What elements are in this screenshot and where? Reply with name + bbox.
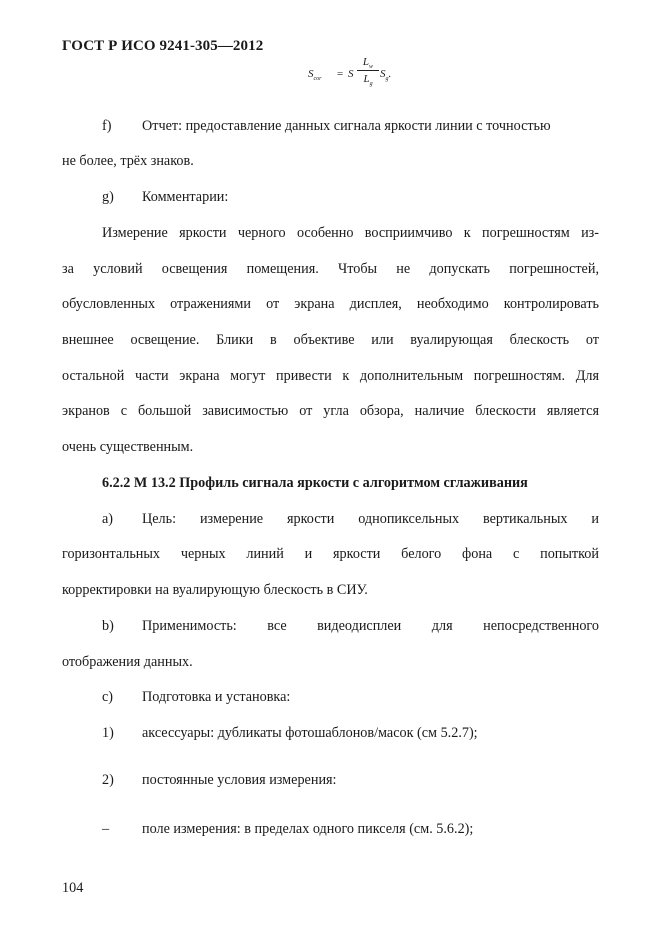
section-heading: 6.2.2 М 13.2 Профиль сигнала яркости с алгоритмом сглаживания: [102, 475, 528, 491]
paragraph-line-1: Измерение яркости черного особенно восприимчиво к погрешностям из-: [102, 225, 599, 241]
item-text-c: Подготовка и установка:: [142, 689, 291, 705]
item-text-a-line2: горизонтальных черных линий и яркости белого фона с попыткой: [62, 546, 599, 562]
item-label-a: a): [102, 511, 114, 527]
item-text-f-line2: не более, трёх знаков.: [62, 153, 194, 169]
formula-fraction: $L_w$ $L_g$: [357, 55, 379, 86]
paragraph-line-5: остальной части экрана могут привести к дополнительным погрешностям. Для: [62, 368, 599, 384]
formula-s: S: [348, 68, 354, 80]
item-text-2: постоянные условия измерения:: [142, 772, 337, 788]
item-text-dash: поле измерения: в пределах одного пикселя (см. 5.6.2);: [142, 821, 474, 837]
page-number: 104: [62, 880, 84, 896]
formula-equals: =: [337, 68, 344, 80]
item-label-f: f): [102, 118, 112, 134]
item-text-b-line1: Применимость: все видеодисплеи для непосредственного: [142, 618, 599, 634]
item-label-b: b): [102, 618, 114, 634]
item-label-c: c): [102, 689, 114, 705]
item-label-2: 2): [102, 772, 114, 788]
paragraph-line-7: очень существенным.: [62, 439, 194, 455]
item-text-g: Комментарии:: [142, 189, 229, 205]
formula: [308, 55, 408, 97]
document-header: ГОСТ Р ИСО 9241-305—2012: [62, 38, 264, 54]
paragraph-line-4: внешнее освещение. Блики в объективе или вуалирующая блескость от: [62, 332, 599, 348]
paragraph-line-3: обусловленных отражениями от экрана дисплея, необходимо контролировать: [62, 296, 599, 312]
item-text-b-line2: отображения данных.: [62, 654, 193, 670]
item-text-f-line1: Отчет: предоставление данных сигнала яркости линии с точностью: [142, 118, 551, 134]
item-label-g: g): [102, 189, 114, 205]
item-text-a-line1: Цель: измерение яркости однопиксельных вертикальных и: [142, 511, 599, 527]
formula-rhs: $S_g$.: [380, 68, 392, 83]
formula-lhs: $S_{cor}$: [308, 68, 322, 83]
paragraph-line-2: за условий освещения помещения. Чтобы не допускать погрешностей,: [62, 261, 599, 277]
item-text-1: аксессуары: дубликаты фотошаблонов/масок (см 5.2.7);: [142, 725, 478, 741]
item-text-a-line3: корректировки на вуалирующую блескость в СИУ.: [62, 582, 368, 598]
item-label-dash: –: [102, 821, 110, 837]
item-label-1: 1): [102, 725, 114, 741]
paragraph-line-6: экранов с большой зависимостью от угла обзора, наличие блескости является: [62, 403, 599, 419]
